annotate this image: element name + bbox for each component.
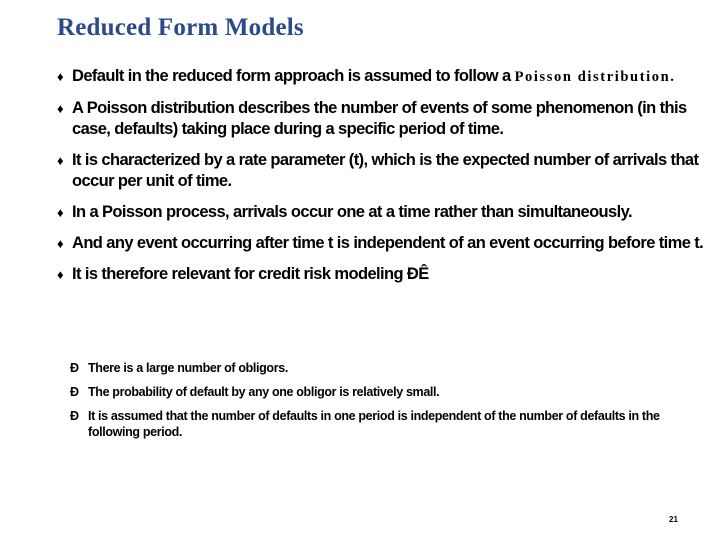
sub-bullet-text: There is a large number of obligors.: [88, 361, 288, 375]
diamond-bullet-icon: ♦: [57, 236, 64, 251]
sub-bullet-marker: Ð: [70, 385, 79, 399]
sub-bullet-marker: Ð: [70, 409, 79, 423]
sub-bullet-text: It is assumed that the number of defaults in one period is independent of the number of defaults in the following period.: [88, 409, 660, 439]
bullet-item: [57, 233, 717, 254]
bullet-item: [57, 150, 717, 192]
sub-bullet-marker: Ð: [70, 361, 79, 375]
sub-bullet-item: [70, 360, 690, 376]
slide-title: Reduced Form Models: [57, 14, 304, 41]
diamond-bullet-icon: ♦: [57, 69, 64, 84]
bullet-text-serif: Poisson distribution.: [514, 69, 676, 85]
bullet-text: Default in the reduced form approach is assumed to follow a: [72, 67, 515, 85]
bullet-text: In a Poisson process, arrivals occur one at a time rather than simultaneously.: [72, 203, 632, 221]
sub-bullet-list: [70, 360, 690, 448]
page-number: 21: [669, 515, 678, 524]
sub-bullet-text: The probability of default by any one obligor is relatively small.: [88, 385, 440, 399]
bullet-text: A Poisson distribution describes the number of events of some phenomenon (in this case, defaults) taking place during a specific period of time.: [72, 99, 687, 138]
diamond-bullet-icon: ♦: [57, 101, 64, 116]
bullet-text: It is therefore relevant for credit risk modeling ÐÊ: [72, 265, 429, 283]
diamond-bullet-icon: ♦: [57, 205, 64, 220]
bullet-text: And any event occurring after time t is independent of an event occurring before time t.: [72, 234, 704, 252]
bullet-item: [57, 98, 717, 140]
diamond-bullet-icon: ♦: [57, 153, 64, 168]
bullet-item: [57, 264, 717, 285]
bullet-text: It is characterized by a rate parameter (t), which is the expected number of arrivals that occur per unit of time.: [72, 151, 699, 190]
sub-bullet-item: [70, 384, 690, 400]
bullet-list: [57, 66, 717, 295]
diamond-bullet-icon: ♦: [57, 267, 64, 282]
bullet-item: [57, 202, 717, 223]
bullet-item: [57, 66, 717, 88]
sub-bullet-item: [70, 408, 690, 440]
